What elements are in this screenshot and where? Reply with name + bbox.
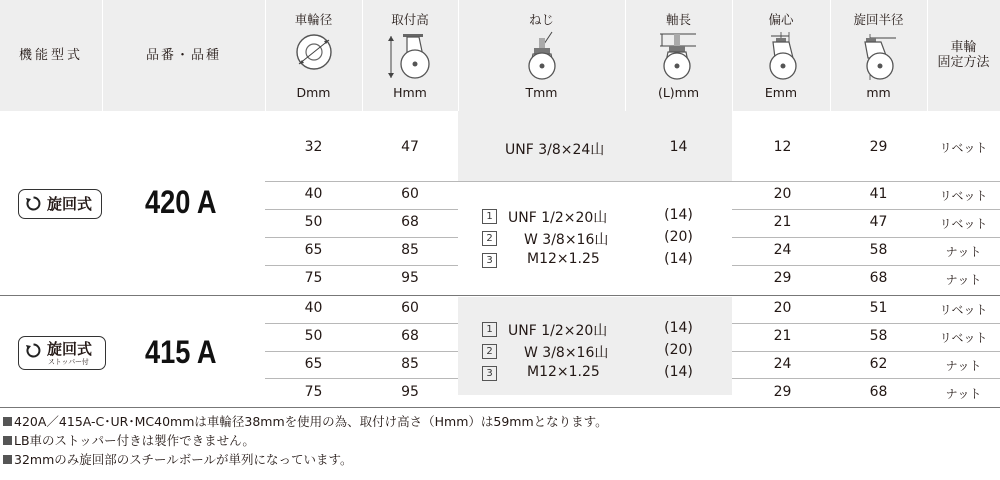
row-divider	[732, 265, 1000, 266]
cell-wheel-diameter: 32	[304, 139, 323, 155]
cell-fixing: リベット	[939, 303, 988, 317]
cell-wheel-diameter: 50	[304, 328, 323, 344]
row-divider	[732, 378, 1000, 379]
header-part: 品番・品種	[145, 48, 221, 63]
header-height-unit: Hmm	[393, 85, 427, 100]
footnote-text: LB車のストッパー付きは製作できません。	[14, 433, 255, 448]
thread-option: UNF 1/2×20山	[508, 323, 608, 339]
option-number: 3	[482, 366, 497, 381]
cell-height: 85	[401, 356, 419, 372]
swivel-radius-icon	[854, 30, 904, 82]
thread-option: W 3/8×16山	[524, 345, 609, 361]
cell-offset: 21	[773, 214, 792, 230]
footnote-text: 32mmのみ旋回部のスチールボールが単列になっています。	[14, 452, 353, 467]
cell-shaft-length: (20)	[664, 229, 693, 245]
header-offset	[732, 0, 830, 111]
header-fixing-line2: 固定方法	[937, 55, 990, 70]
cell-wheel-diameter: 75	[304, 384, 323, 400]
cell-shaft-length: (14)	[664, 251, 693, 267]
wheel-diameter-icon	[292, 30, 336, 74]
header-height	[362, 0, 458, 111]
bullet-square-icon	[3, 455, 12, 464]
header-wheel-diameter-title: 車輪径	[294, 12, 333, 27]
row-divider	[265, 323, 458, 324]
cell-swivel-radius: 41	[869, 186, 888, 202]
thread-option: UNF 1/2×20山	[508, 210, 608, 226]
offset-icon	[759, 30, 803, 82]
cell-offset: 20	[773, 300, 792, 316]
cell-height: 68	[401, 328, 419, 344]
cell-swivel-radius: 58	[869, 328, 888, 344]
header-swivel-radius-title: 旋回半径	[853, 12, 904, 27]
row-divider	[265, 209, 458, 210]
badge-label: 旋回式	[47, 195, 93, 213]
cell-wheel-diameter: 40	[304, 300, 323, 316]
header-offset-unit: Emm	[764, 85, 798, 100]
row-divider	[732, 323, 1000, 324]
cell-height: 47	[401, 139, 419, 155]
cell-shaft-length: (14)	[664, 320, 693, 336]
row-divider	[732, 209, 1000, 210]
cell-swivel-radius: 51	[869, 300, 888, 316]
thread-option: M12×1.25	[527, 364, 600, 380]
row-divider	[265, 181, 1000, 182]
header-offset-title: 偏心	[768, 12, 794, 27]
footnote	[3, 431, 608, 450]
badge-sublabel: ストッパー付	[48, 358, 89, 366]
cell-height: 68	[401, 214, 419, 230]
cell-offset: 21	[773, 328, 792, 344]
cell-shaft-length: 14	[669, 139, 688, 155]
footnote-text: 420A／415A-C･UR･MC40mmは車輪径38mmを使用の為、取付け高さ（Hmm）は59mmとなります。	[14, 414, 608, 429]
bullet-square-icon	[3, 417, 12, 426]
footnotes	[3, 412, 608, 469]
option-number: 3	[482, 253, 497, 268]
header-fixing	[927, 40, 1000, 70]
cell-swivel-radius: 68	[869, 270, 888, 286]
header-thread	[458, 0, 625, 111]
cell-swivel-radius: 62	[869, 356, 888, 372]
row-divider	[265, 265, 458, 266]
header-shaft-length-unit: (L)mm	[657, 85, 700, 100]
thread-option: M12×1.25	[527, 251, 600, 267]
caster-height-icon	[383, 30, 437, 82]
cell-swivel-radius: 58	[869, 242, 888, 258]
row-divider	[265, 351, 458, 352]
option-number: 1	[482, 209, 497, 224]
swivel-type-badge	[18, 189, 102, 219]
thread-spec: UNF 3/8×24山	[505, 142, 605, 158]
cell-shaft-length: (14)	[664, 364, 693, 380]
cell-fixing: ナット	[945, 273, 982, 287]
header-function: 機能型式	[18, 48, 83, 63]
cell-shaft-length: (14)	[664, 207, 693, 223]
cell-swivel-radius: 29	[869, 139, 888, 155]
bullet-square-icon	[3, 436, 12, 445]
cell-fixing: ナット	[945, 245, 982, 259]
cell-offset: 24	[773, 356, 792, 372]
option-number: 2	[482, 344, 497, 359]
swivel-rotate-icon	[25, 195, 42, 212]
row-divider	[732, 237, 1000, 238]
cell-height: 95	[401, 384, 419, 400]
cell-fixing: リベット	[939, 331, 988, 345]
header-shaft-length	[625, 0, 732, 111]
cell-swivel-radius: 68	[869, 384, 888, 400]
badge-label: 旋回式	[47, 340, 93, 358]
cell-fixing: ナット	[945, 387, 982, 401]
footnote	[3, 412, 608, 431]
cell-fixing: リベット	[939, 189, 988, 203]
thread-stem-icon	[522, 30, 562, 82]
header-shaft-length-title: 軸長	[665, 12, 691, 27]
row-divider	[265, 237, 458, 238]
cell-wheel-diameter: 50	[304, 214, 323, 230]
group-divider	[0, 295, 1000, 296]
swivel-rotate-icon	[25, 342, 42, 359]
cell-wheel-diameter: 40	[304, 186, 323, 202]
cell-fixing: リベット	[939, 141, 988, 155]
row-divider	[265, 378, 458, 379]
header-swivel-radius-unit: mm	[866, 85, 891, 100]
cell-offset: 29	[773, 270, 792, 286]
header-swivel-radius	[830, 0, 927, 111]
option-number: 2	[482, 231, 497, 246]
cell-height: 95	[401, 270, 419, 286]
header-thread-unit: Tmm	[525, 85, 558, 100]
swivel-stopper-type-badge	[18, 336, 106, 370]
cell-height: 85	[401, 242, 419, 258]
model-number: 420 A	[145, 184, 217, 220]
shaft-length-icon	[654, 30, 704, 82]
cell-offset: 20	[773, 186, 792, 202]
thread-option: W 3/8×16山	[524, 232, 609, 248]
cell-wheel-diameter: 75	[304, 270, 323, 286]
table-bottom-border	[0, 407, 1000, 408]
cell-offset: 29	[773, 384, 792, 400]
cell-offset: 24	[773, 242, 792, 258]
cell-swivel-radius: 47	[869, 214, 888, 230]
header-wheel-diameter-unit: Dmm	[296, 85, 331, 100]
cell-height: 60	[401, 300, 419, 316]
cell-wheel-diameter: 65	[304, 242, 323, 258]
cell-fixing: リベット	[939, 217, 988, 231]
cell-wheel-diameter: 65	[304, 356, 323, 372]
header-wheel-diameter	[265, 0, 362, 111]
option-number: 1	[482, 322, 497, 337]
cell-fixing: ナット	[945, 359, 982, 373]
header-height-title: 取付高	[391, 12, 429, 27]
footnote	[3, 450, 608, 469]
cell-height: 60	[401, 186, 419, 202]
row-divider	[732, 351, 1000, 352]
cell-shaft-length: (20)	[664, 342, 693, 358]
cell-offset: 12	[773, 139, 792, 155]
header-fixing-line1: 車輪	[950, 40, 977, 55]
model-number: 415 A	[145, 334, 217, 370]
header-thread-title: ねじ	[528, 12, 554, 27]
